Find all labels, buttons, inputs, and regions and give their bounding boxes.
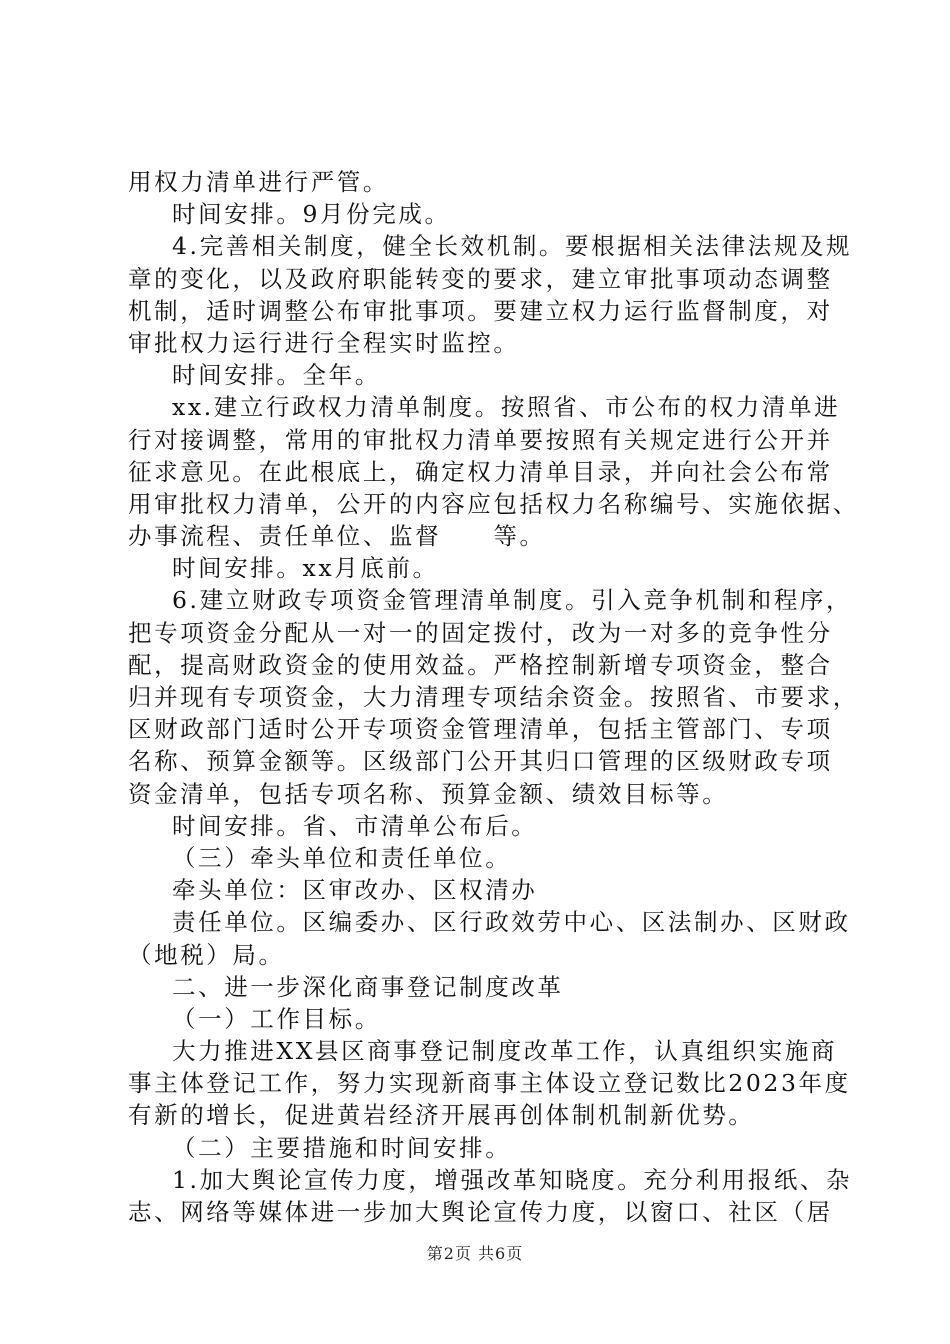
text-line: 归并现有专项资金，大力清理专项结余资金。按照省、市要求， (128, 683, 859, 711)
text-line: 机制，适时调整公布审批事项。要建立权力运行监督制度，对 (128, 296, 833, 325)
text-line: 时间安排。全年。 (172, 361, 381, 390)
text-line: 征求意见。在此根底上，确定权力清单目录，并向社会公布常 (128, 457, 833, 486)
section-heading: 二、进一步深化商事登记制度改革 (172, 972, 564, 1001)
text-line: 4.完善相关制度，健全长效机制。要根据相关法律法规及规 (172, 232, 853, 261)
text-line: 用权力清单进行严管。 (128, 168, 389, 196)
text-line: 事主体登记工作，努力实现新商事主体设立登记数比2023年度 (128, 1069, 851, 1098)
page-number-footer: 第2页 共6页 (426, 1244, 524, 1263)
text-line: 把专项资金分配从一对一的固定拨付，改为一对多的竞争性分 (128, 618, 833, 647)
text-line: 责任单位。区编委办、区行政效劳中心、区法制办、区财政 (172, 908, 851, 937)
text-line: 用审批权力清单，公开的内容应包括权力名称编号、实施依据、 (128, 489, 859, 518)
text-line: 章的变化，以及政府职能转变的要求，建立审批事项动态调整 (128, 264, 833, 293)
subsection-heading: （二）主要措施和时间安排。 (172, 1133, 512, 1162)
text-line: 办事流程、责任单位、监督 等。 (128, 522, 546, 551)
text-line: （地税）局。 (128, 940, 285, 969)
document-body (128, 166, 859, 1228)
text-line: 区财政部门适时公开专项资金管理清单，包括主管部门、专项 (128, 715, 833, 744)
text-line: xx.建立行政权力清单制度。按照省、市公布的权力清单进 (172, 393, 841, 422)
text-line: （三）牵头单位和责任单位。 (172, 843, 512, 872)
text-line: 志、网络等媒体进一步加大舆论宣传力度，以窗口、社区（居 (128, 1198, 833, 1226)
subsection-heading: （一）工作目标。 (172, 1004, 381, 1033)
text-line: 有新的增长，促进黄岩经济开展再创体制机制新优势。 (128, 1101, 755, 1130)
text-line: 行对接调整，常用的审批权力清单要按照有关规定进行公开并 (128, 425, 833, 454)
text-line: 牵头单位：区审改办、区权清办 (172, 876, 538, 905)
text-line: 6.建立财政专项资金管理清单制度。引入竞争机制和程序， (172, 586, 853, 615)
text-line: 大力推进XX县区商事登记制度改革工作，认真组织实施商 (172, 1037, 838, 1066)
text-line: 时间安排。9月份完成。 (172, 200, 451, 229)
text-line: 审批权力运行进行全程实时监控。 (128, 328, 520, 357)
text-line: 配，提高财政资金的使用效益。严格控制新增专项资金，整合 (128, 650, 833, 679)
text-line: 资金清单，包括专项名称、预算金额、绩效目标等。 (128, 779, 729, 808)
text-line: 1.加大舆论宣传力度，增强改革知晓度。充分利用报纸、杂 (172, 1165, 853, 1194)
text-line: 时间安排。省、市清单公布后。 (172, 811, 538, 840)
text-line: 时间安排。xx月底前。 (172, 554, 439, 583)
text-line: 名称、预算金额等。区级部门公开其归口管理的区级财政专项 (128, 747, 833, 776)
